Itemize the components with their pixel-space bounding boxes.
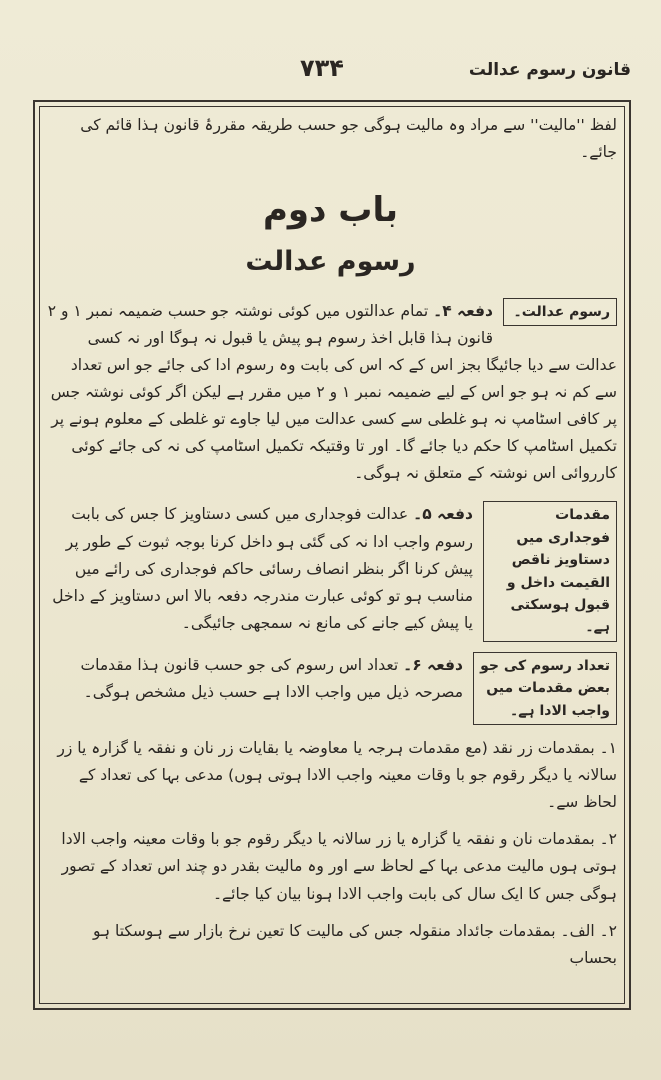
section-side-label: مقدمات فوجداری میں دستاویز ناقص القیمت داخل و قبول ہوسکتی ہے۔ <box>483 501 617 641</box>
section-body <box>44 298 617 488</box>
section-number: دفعہ ۵۔ <box>413 505 473 524</box>
section-side-label: رسوم عدالت۔ <box>503 298 617 326</box>
chapter-subtitle: رسوم عدالت <box>245 246 416 278</box>
section-number: دفعہ ۶۔ <box>403 655 463 674</box>
running-title: قانون رسوم عدالت <box>468 60 631 80</box>
page-content <box>44 112 617 982</box>
clause-1: ۱۔ بمقدمات زر نقد (مع مقدمات ہرجہ یا معاوضہ یا بقایات زر نان و نفقہ یا گزارہ یا زر سالانہ یا دیگر رقوم جو با وقات معینہ واجب الادا ہوتی ہوں) مدعی بہا کی تعداد کے لحاظ سے۔ <box>57 738 617 812</box>
chapter-title: باب دوم <box>262 190 399 231</box>
section-4 <box>44 298 617 492</box>
section-6 <box>44 652 617 725</box>
section-text: تعداد اس رسوم کی جو حسب قانون ہذا مقدمات مصرحہ ذیل میں واجب الادا ہے حسب ذیل مشخص ہوگی۔ <box>80 655 463 701</box>
clause-2a: ۲۔ الف۔ بمقدمات جائداد منقولہ جس کی مالیت کا تعین نرخ بازار سے ہوسکتا ہو بحساب <box>92 921 617 967</box>
section-number: دفعہ ۴۔ <box>433 301 493 320</box>
clause-2: ۲۔ بمقدمات نان و نفقہ یا گزارہ یا زر سالانہ یا دیگر رقوم جو با وقات معینہ واجب الادا ہوتی ہوں مالیت مدعی بہا کے لحاظ سے اور وہ مالیت بقدر دو چند اس تعداد کے تصور ہوگی جس کا ایک سال کی بابت واجب الادا ہونا بیان کیا جائے۔ <box>61 830 617 903</box>
section-text: عدالت فوجداری میں کسی دستاویز کا جس کی بابت رسوم واجب ادا نہ کی گئی ہو داخل کرنا بوجہ ثبوت کے طور پر پیش کرنا اگر بنظر انصاف رسائی حاکم فوجداری کی رائے میں مناسب ہو تو کوئی عبارت مندرجہ دفعہ بالا اس دستاویز کے داخل یا پیش کیے جانے کی مانع نہ سمجھی جائیگی۔ <box>52 505 473 632</box>
section-5 <box>44 501 617 641</box>
page-header <box>30 50 631 90</box>
intro-line: لفظ ''مالیت'' سے مراد وہ مالیت ہوگی جو حسب طریقہ مقررۂ قانون ہذا قائم کی جائے۔ <box>80 116 617 162</box>
section-side-label: تعداد رسوم کی جو بعض مقدمات میں واجب الادا ہے۔ <box>473 652 617 725</box>
page-number: ۷۳۴ <box>300 54 344 82</box>
section-text: تمام عدالتوں میں کوئی نوشتہ جو حسب ضمیمہ نمبر ۱ و ۲ قانون ہذا قابل اخذ رسوم ہو پیش یا قبول نہ ہوگا اور نہ کسی عدالت سے دیا جائیگا بجز اس کے کہ اس کی بابت وہ رسوم ادا کی جائے جو اس تعداد سے کم نہ ہو جو اس کے لیے ضمیمہ نمبر ۱ و ۲ میں مقرر ہے لیکن اگر کوئی نوشتہ جس پر کافی اسٹامپ نہ ہو غلطی سے کسی عدالت میں لیا جاوے تو غلطی کے معلوم ہونے پر تکمیل اسٹامپ کا حکم دیا جائے گا۔ اور تا وقتیکہ تکمیل اسٹامپ کی نہ کی جائے کوئی کارروائی اس نوشتہ کے متعلق نہ ہوگی۔ <box>47 301 617 483</box>
